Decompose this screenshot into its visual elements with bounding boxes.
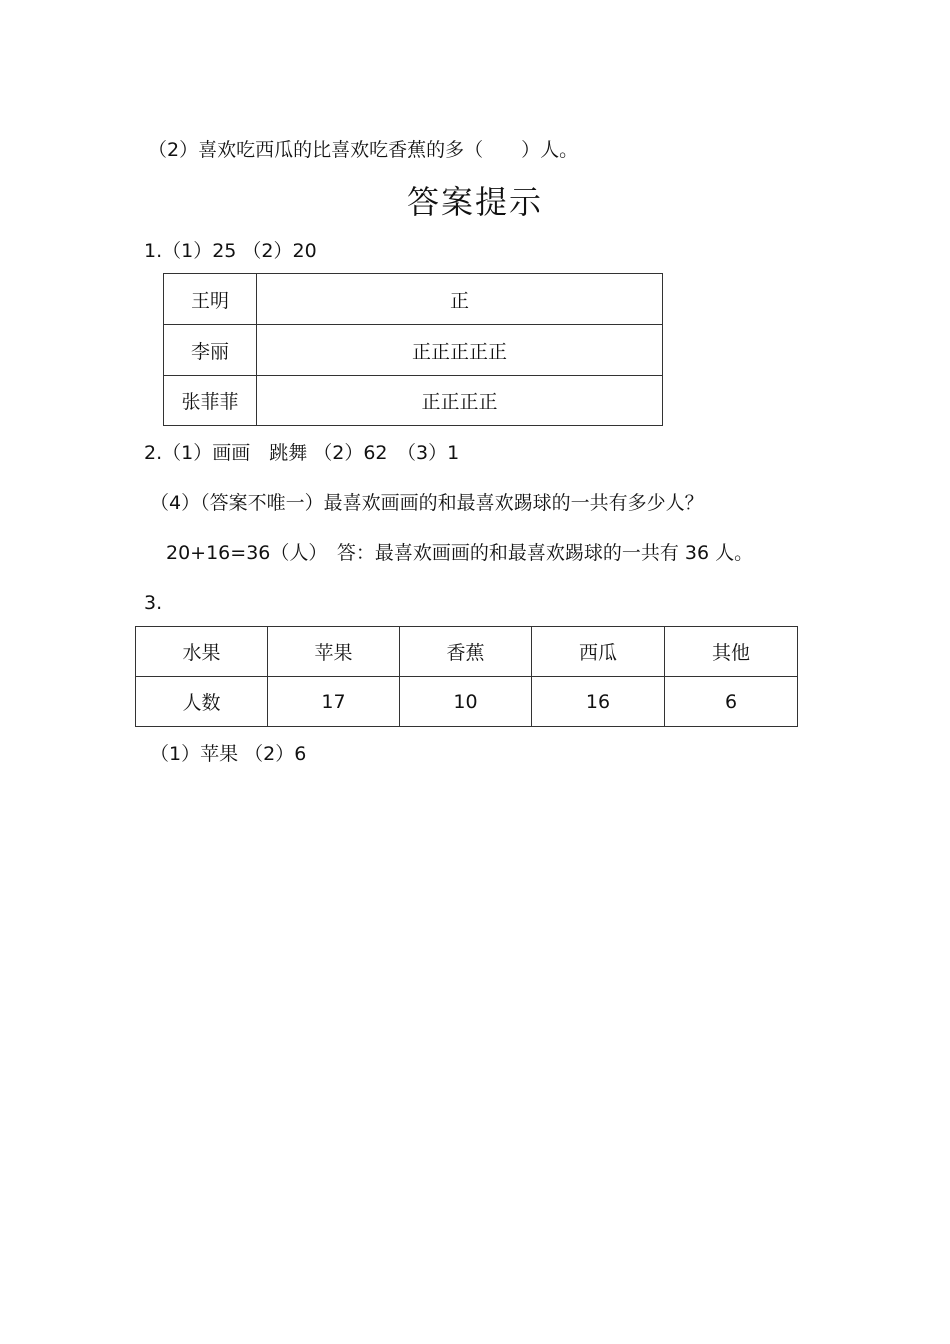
- answer-1-text: 1.（1）25 （2）20: [144, 240, 317, 262]
- fruit-table: [135, 626, 798, 727]
- tally-table: [163, 273, 663, 426]
- row-cell: 10: [400, 677, 532, 727]
- student-name: 张菲菲: [164, 376, 257, 426]
- question-2: （2）喜欢吃西瓜的比喜欢吃香蕉的多（ ）人。: [148, 139, 579, 161]
- header-cell: 其他: [665, 627, 798, 677]
- answer-3-label: 3.: [144, 592, 163, 614]
- answer-2-line-3: 20+16=36（人） 答：最喜欢画画的和最喜欢踢球的一共有 36 人。: [166, 542, 754, 564]
- header-cell: 西瓜: [532, 627, 665, 677]
- row-cell: 6: [665, 677, 798, 727]
- row-cell: 人数: [136, 677, 268, 727]
- table-row: [136, 677, 798, 727]
- row-cell: 16: [532, 677, 665, 727]
- student-name: 李丽: [164, 325, 257, 376]
- tally-marks: 正: [257, 274, 663, 325]
- answer-2-line-1: 2.（1）画画 跳舞 （2）62 （3）1: [144, 442, 460, 464]
- table-row: [164, 376, 663, 426]
- row-cell: 17: [268, 677, 400, 727]
- header-cell: 水果: [136, 627, 268, 677]
- student-name: 王明: [164, 274, 257, 325]
- header-cell: 香蕉: [400, 627, 532, 677]
- table-header-row: [136, 627, 798, 677]
- table-row: [164, 274, 663, 325]
- tally-marks: 正正正正正: [257, 325, 663, 376]
- tally-marks: 正正正正: [257, 376, 663, 426]
- answer-hints-title: 答案提示: [406, 183, 543, 221]
- table-row: [164, 325, 663, 376]
- answer-2-line-2: （4）（答案不唯一）最喜欢画画的和最喜欢踢球的一共有多少人？: [150, 492, 704, 514]
- header-cell: 苹果: [268, 627, 400, 677]
- answer-3-result: （1）苹果 （2）6: [150, 743, 307, 765]
